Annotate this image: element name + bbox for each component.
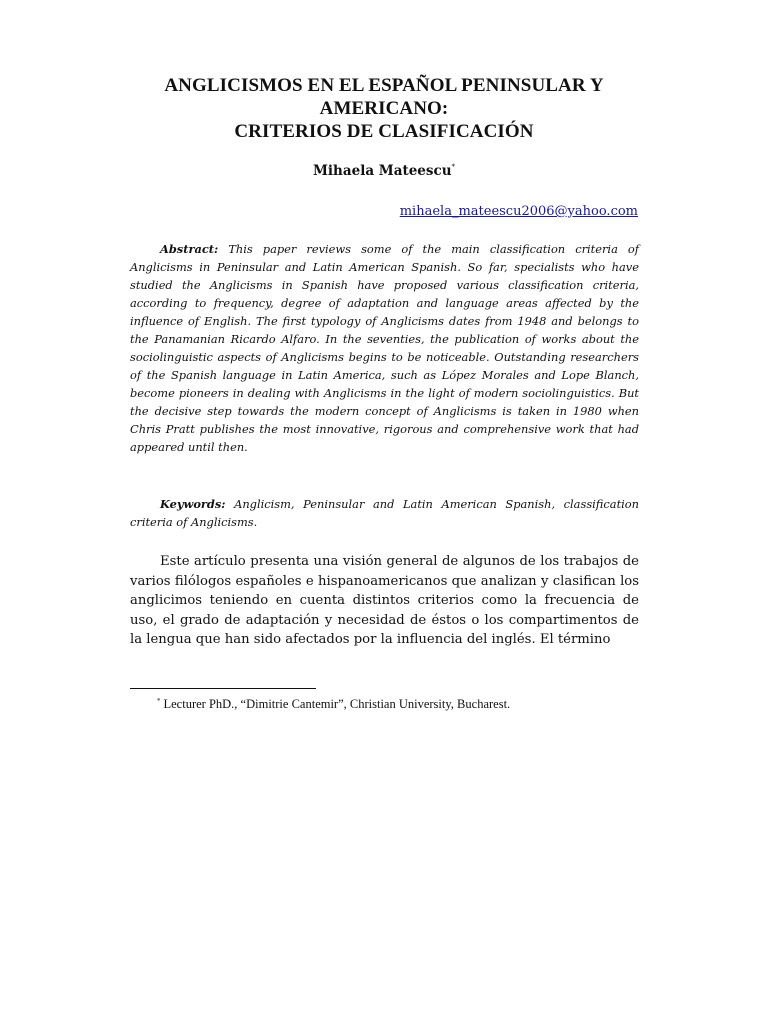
abstract-text: This paper reviews some of the main classification criteria of Anglicisms in Peninsular and Latin American Spanish. So far, specialists who have studied the Anglicisms in Spanish have proposed various classification criteria, according to frequency, degree of adaptation and language areas affected by the influence of English. The first typology of Anglicisms dates from 1948 and belongs to the Panamanian Ricardo Alfaro. In the seventies, the publication of works about the sociolinguistic aspects of Anglicisms begins to be noticeable. Outstanding researchers of the Spanish language in Latin America, such as López Morales and Lope Blanch, become pioneers in dealing with Anglicisms in the light of modern sociolinguistics. But the decisive step towards the modern concept of Anglicisms is taken in 1980 when Chris Pratt publishes the most innovative, rigorous and comprehensive work that had appeared until then. xyxy=(130,242,639,454)
title-line-1: ANGLICISMOS EN EL ESPAÑOL PENINSULAR Y xyxy=(164,75,604,96)
keywords-text: Anglicism, Peninsular and Latin American Spanish, classification criteria of Anglicisms. xyxy=(130,497,639,529)
author-footnote-marker: * xyxy=(451,163,456,171)
keywords-paragraph xyxy=(130,495,639,531)
abstract-paragraph xyxy=(130,240,639,456)
title-line-3: CRITERIOS DE CLASIFICACIÓN xyxy=(234,121,534,142)
footnote-text: Lecturer PhD., “Dimitrie Cantemir”, Christian University, Bucharest. xyxy=(163,697,511,711)
footnote-divider xyxy=(130,688,316,689)
title-line-2: AMERICANO: xyxy=(319,98,449,119)
keywords-label: Keywords: xyxy=(160,497,226,511)
footnote xyxy=(157,697,637,712)
body-paragraph: Este artículo presenta una visión general de algunos de los trabajos de varios filólogos españoles e hispanoamericanos que analizan y clasifican los anglicimos teniendo en cuenta distintos criterios como la frecuencia de uso, el grado de adaptación y necesidad de éstos o los compartimentos de la lengua que han sido afectados por la influencia del inglés. El término xyxy=(130,554,639,648)
author-line xyxy=(100,163,668,179)
author-email-link[interactable]: mihaela_mateescu2006@yahoo.com xyxy=(399,204,638,219)
author-name: Mihaela Mateescu xyxy=(312,163,452,179)
footnote-marker: * xyxy=(157,697,161,705)
paper-title xyxy=(100,74,668,143)
abstract-label: Abstract: xyxy=(160,242,219,256)
